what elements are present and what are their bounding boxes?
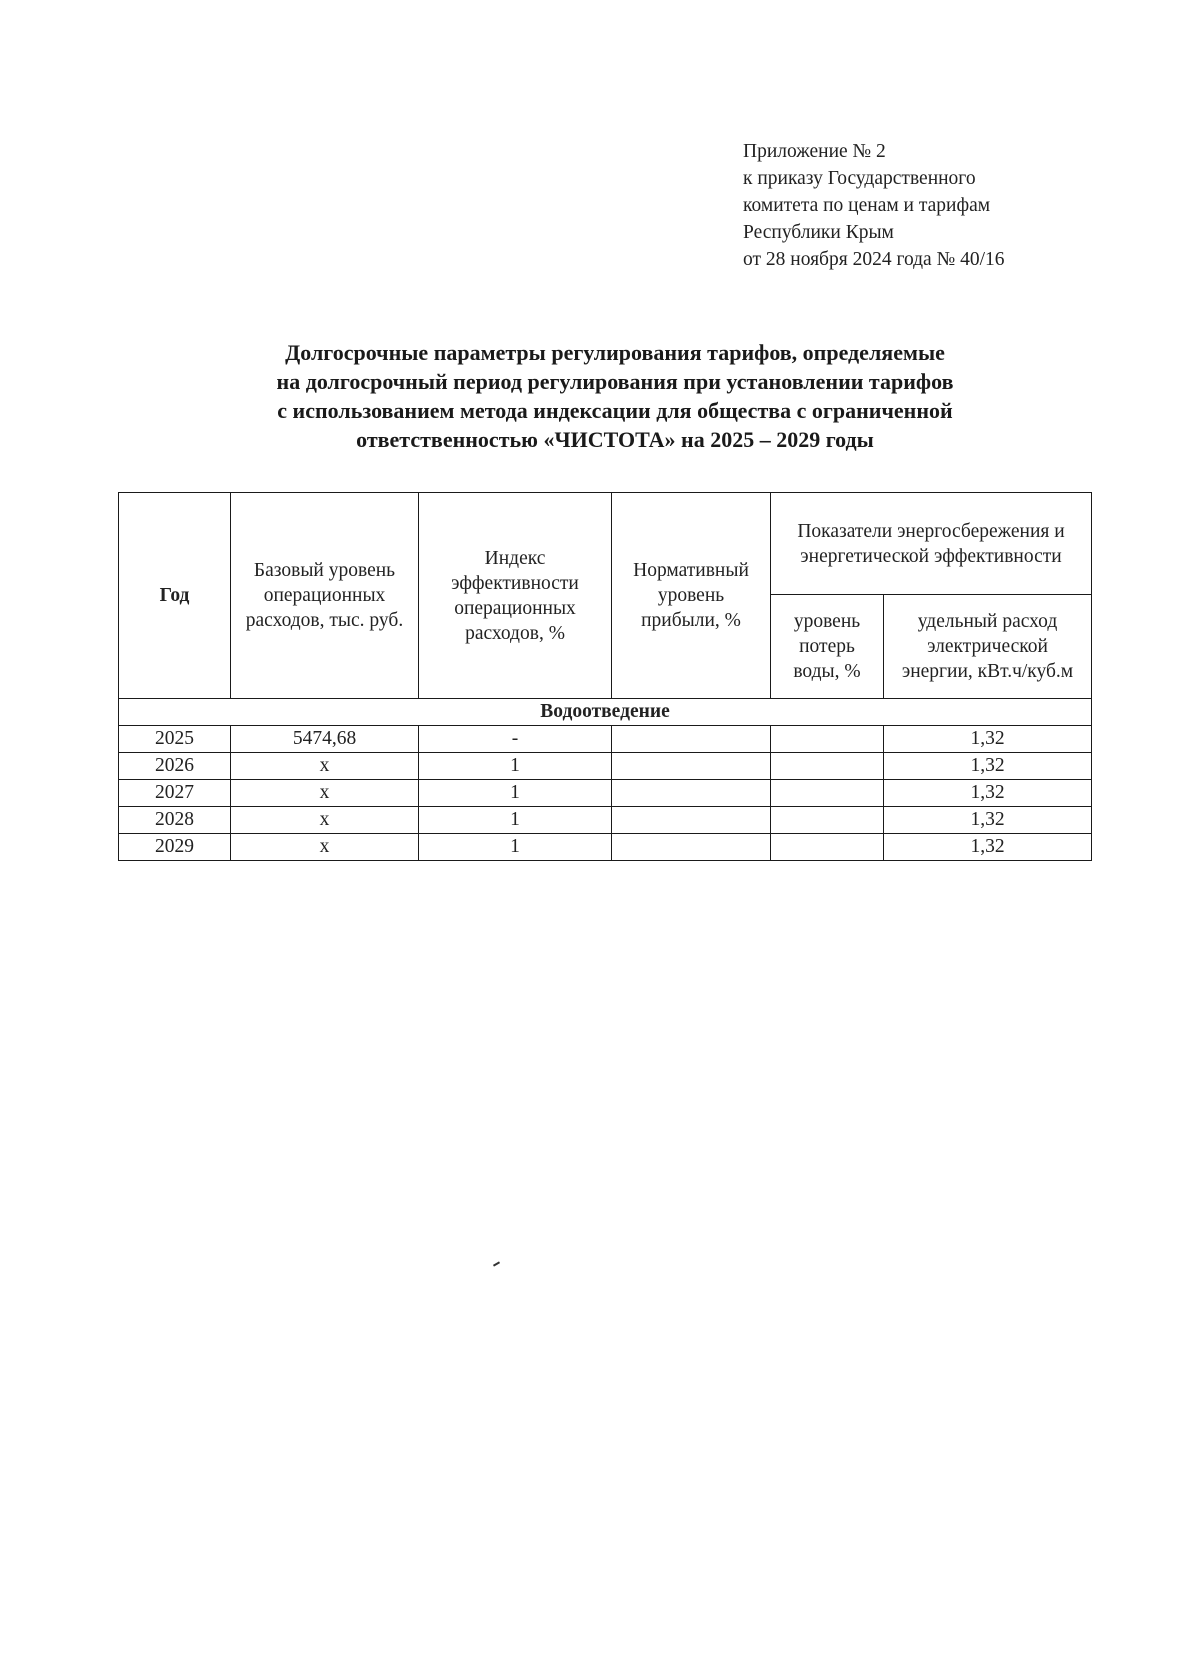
appendix-line: Приложение № 2: [743, 141, 886, 162]
table-row: [119, 780, 1092, 807]
cell-profit: [612, 780, 771, 807]
table-row: [119, 726, 1092, 753]
cell-year: 2028: [119, 807, 231, 834]
cell-loss: [771, 753, 884, 780]
cell-loss: [771, 780, 884, 807]
appendix-note: [743, 138, 1005, 273]
cell-base: 5474,68: [231, 726, 419, 753]
cell-year: 2029: [119, 834, 231, 861]
table-row: [119, 807, 1092, 834]
appendix-line: Республики Крым: [743, 222, 894, 243]
cell-loss: [771, 834, 884, 861]
table-row: [119, 753, 1092, 780]
cell-profit: [612, 834, 771, 861]
appendix-line: к приказу Государственного: [743, 168, 976, 189]
parameters-table: [118, 492, 1092, 861]
cell-electricity: 1,32: [884, 807, 1092, 834]
header-electricity: удельный расход электрической энергии, кВт.ч/куб.м: [884, 595, 1092, 699]
cell-electricity: 1,32: [884, 753, 1092, 780]
title-line: Долгосрочные параметры регулирования тарифов, определяемые: [285, 340, 945, 365]
title-line: на долгосрочный период регулирования при установлении тарифов: [276, 369, 954, 394]
cell-year: 2026: [119, 753, 231, 780]
cell-electricity: 1,32: [884, 834, 1092, 861]
header-year: Год: [119, 493, 231, 699]
cell-loss: [771, 726, 884, 753]
header-efficiency-index: Индекс эффективности операционных расходов, %: [419, 493, 612, 699]
cell-base: х: [231, 807, 419, 834]
header-water-loss: уровень потерь воды, %: [771, 595, 884, 699]
cell-electricity: 1,32: [884, 726, 1092, 753]
cell-year: 2025: [119, 726, 231, 753]
cell-year: 2027: [119, 780, 231, 807]
scan-mark: [493, 1261, 500, 1266]
appendix-line: от 28 ноября 2024 года № 40/16: [743, 249, 1005, 270]
header-profit-level: Нормативный уровень прибыли, %: [612, 493, 771, 699]
cell-profit: [612, 726, 771, 753]
appendix-line: комитета по ценам и тарифам: [743, 195, 991, 216]
cell-profit: [612, 753, 771, 780]
cell-index: -: [419, 726, 612, 753]
cell-electricity: 1,32: [884, 780, 1092, 807]
title-line: с использованием метода индексации для общества с ограниченной: [277, 398, 953, 423]
table-row: [119, 834, 1092, 861]
cell-loss: [771, 807, 884, 834]
cell-base: х: [231, 753, 419, 780]
group-label: Водоотведение: [119, 699, 1092, 726]
cell-profit: [612, 807, 771, 834]
cell-index: 1: [419, 753, 612, 780]
group-row: [119, 699, 1092, 726]
header-base-level: Базовый уровень операционных расходов, тыс. руб.: [231, 493, 419, 699]
header-energy-group: Показатели энергосбережения и энергетической эффективности: [771, 493, 1092, 595]
cell-base: х: [231, 780, 419, 807]
cell-index: 1: [419, 780, 612, 807]
title-line: ответственностью «ЧИСТОТА» на 2025 – 2029 годы: [356, 427, 874, 452]
document-title: [120, 338, 1110, 454]
cell-base: х: [231, 834, 419, 861]
cell-index: 1: [419, 834, 612, 861]
cell-index: 1: [419, 807, 612, 834]
